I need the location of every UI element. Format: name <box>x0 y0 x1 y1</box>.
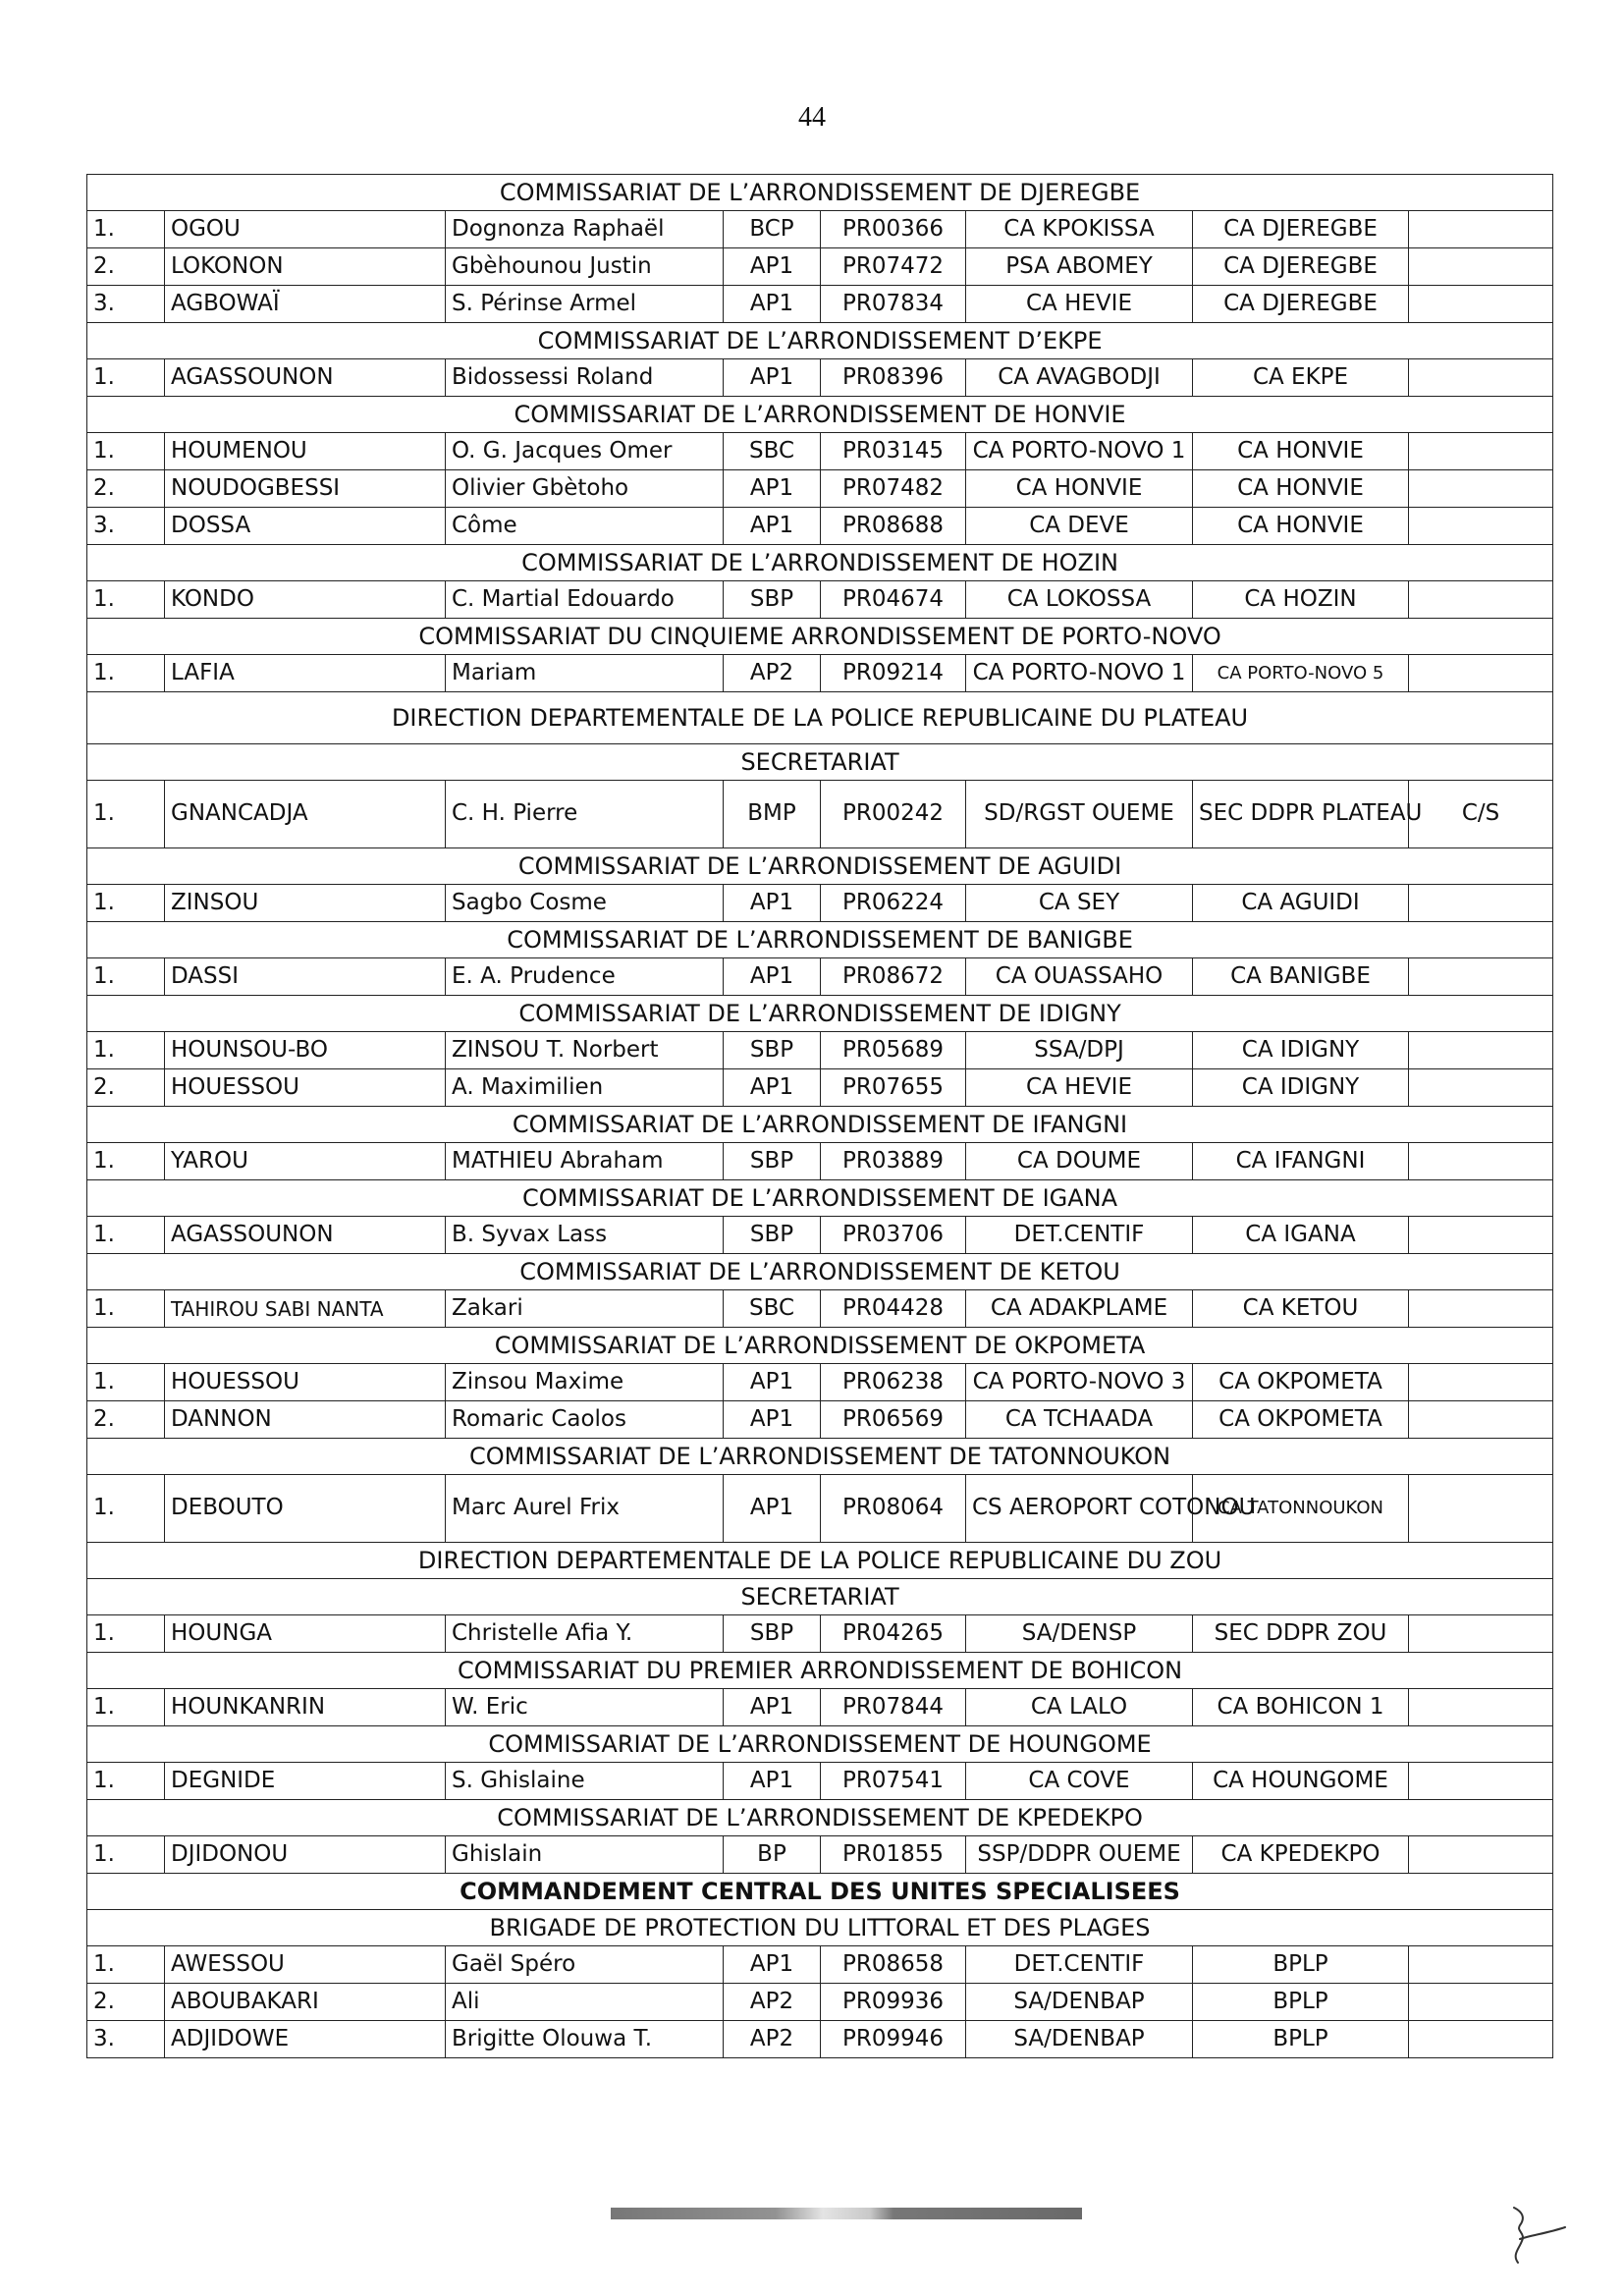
entry-number-cell: 1. <box>87 781 165 848</box>
previous-post-cell: CA COVE <box>966 1763 1193 1800</box>
first-names-cell: C. H. Pierre <box>446 781 724 848</box>
last-name-cell: DJIDONOU <box>165 1836 446 1874</box>
first-names-cell: Sagbo Cosme <box>446 885 724 922</box>
new-assignment-cell: CA BOHICON 1 <box>1193 1689 1409 1726</box>
last-name-cell: HOUESSOU <box>165 1069 446 1107</box>
registration-number-cell: PR01855 <box>821 1836 966 1874</box>
observation-cell <box>1409 2021 1553 2058</box>
table-row <box>87 508 1553 545</box>
section-header-row <box>87 619 1553 655</box>
section-header-row <box>87 996 1553 1032</box>
section-header-row <box>87 744 1553 781</box>
last-name-cell: AGASSOUNON <box>165 359 446 397</box>
registration-number-cell: PR05689 <box>821 1032 966 1069</box>
last-name-cell: DASSI <box>165 958 446 996</box>
observation-cell <box>1409 1290 1553 1328</box>
new-assignment-cell: CA DJEREGBE <box>1193 248 1409 286</box>
new-assignment-cell: CA IFANGNI <box>1193 1143 1409 1180</box>
section-header-row <box>87 1543 1553 1579</box>
grade-cell: AP1 <box>724 359 821 397</box>
section-header-row <box>87 1254 1553 1290</box>
previous-post-cell: SSP/DDPR OUEME <box>966 1836 1193 1874</box>
first-names-cell: A. Maximilien <box>446 1069 724 1107</box>
first-names-cell: E. A. Prudence <box>446 958 724 996</box>
section-header-row <box>87 1107 1553 1143</box>
registration-number-cell: PR08688 <box>821 508 966 545</box>
last-name-cell: DANNON <box>165 1401 446 1439</box>
table-row <box>87 885 1553 922</box>
observation-cell <box>1409 1475 1553 1543</box>
entry-number-cell: 1. <box>87 581 165 619</box>
grade-cell: SBP <box>724 1615 821 1653</box>
section-title: COMMISSARIAT DE L’ARRONDISSEMENT D’EKPE <box>87 323 1553 359</box>
new-assignment-cell: CA IDIGNY <box>1193 1069 1409 1107</box>
first-names-cell: Zakari <box>446 1290 724 1328</box>
first-names-cell: Brigitte Olouwa T. <box>446 2021 724 2058</box>
new-assignment-cell: CA KETOU <box>1193 1290 1409 1328</box>
previous-post-cell: CA HEVIE <box>966 286 1193 323</box>
first-names-cell: Marc Aurel Frix <box>446 1475 724 1543</box>
handwritten-initial <box>1492 2200 1571 2278</box>
first-names-cell: W. Eric <box>446 1689 724 1726</box>
new-assignment-cell: CA OKPOMETA <box>1193 1401 1409 1439</box>
section-header-row <box>87 848 1553 885</box>
entry-number-cell: 1. <box>87 1763 165 1800</box>
first-names-cell: ZINSOU T. Norbert <box>446 1032 724 1069</box>
observation-cell: C/S <box>1409 781 1553 848</box>
observation-cell <box>1409 1032 1553 1069</box>
registration-number-cell: PR08672 <box>821 958 966 996</box>
registration-number-cell: PR06224 <box>821 885 966 922</box>
first-names-cell: O. G. Jacques Omer <box>446 433 724 470</box>
section-title: COMMISSARIAT DE L’ARRONDISSEMENT DE AGUIDI <box>87 848 1553 885</box>
last-name-cell: DEBOUTO <box>165 1475 446 1543</box>
entry-number-cell: 3. <box>87 508 165 545</box>
previous-post-cell: SA/DENBAP <box>966 1984 1193 2021</box>
observation-cell <box>1409 655 1553 692</box>
last-name-cell: HOUNKANRIN <box>165 1689 446 1726</box>
entry-number-cell: 1. <box>87 1143 165 1180</box>
entry-number-cell: 1. <box>87 1475 165 1543</box>
entry-number-cell: 1. <box>87 958 165 996</box>
observation-cell <box>1409 211 1553 248</box>
new-assignment-cell: CA HOZIN <box>1193 581 1409 619</box>
entry-number-cell: 1. <box>87 1946 165 1984</box>
observation-cell <box>1409 1946 1553 1984</box>
table-row <box>87 211 1553 248</box>
registration-number-cell: PR06569 <box>821 1401 966 1439</box>
table-row <box>87 1069 1553 1107</box>
table-row <box>87 433 1553 470</box>
registration-number-cell: PR07472 <box>821 248 966 286</box>
new-assignment-cell: CA AGUIDI <box>1193 885 1409 922</box>
first-names-cell: Gaël Spéro <box>446 1946 724 1984</box>
registration-number-cell: PR04265 <box>821 1615 966 1653</box>
entry-number-cell: 2. <box>87 470 165 508</box>
last-name-cell: ABOUBAKARI <box>165 1984 446 2021</box>
registration-number-cell: PR04428 <box>821 1290 966 1328</box>
previous-post-cell: CA PORTO-NOVO 3 <box>966 1364 1193 1401</box>
section-title: COMMISSARIAT DE L’ARRONDISSEMENT DE DJEREGBE <box>87 175 1553 211</box>
table-row <box>87 781 1553 848</box>
table-row <box>87 655 1553 692</box>
section-title: COMMISSARIAT DE L’ARRONDISSEMENT DE OKPOMETA <box>87 1328 1553 1364</box>
registration-number-cell: PR07541 <box>821 1763 966 1800</box>
entry-number-cell: 2. <box>87 248 165 286</box>
previous-post-cell: SA/DENBAP <box>966 2021 1193 2058</box>
new-assignment-cell: BPLP <box>1193 2021 1409 2058</box>
observation-cell <box>1409 1364 1553 1401</box>
grade-cell: SBC <box>724 1290 821 1328</box>
section-title: SECRETARIAT <box>87 744 1553 781</box>
section-title: COMMISSARIAT DE L’ARRONDISSEMENT DE IDIGNY <box>87 996 1553 1032</box>
previous-post-cell: CA KPOKISSA <box>966 211 1193 248</box>
entry-number-cell: 1. <box>87 1032 165 1069</box>
section-title: BRIGADE DE PROTECTION DU LITTORAL ET DES PLAGES <box>87 1910 1553 1946</box>
last-name-cell: DOSSA <box>165 508 446 545</box>
previous-post-cell: CA SEY <box>966 885 1193 922</box>
first-names-cell: Mariam <box>446 655 724 692</box>
first-names-cell: Bidossessi Roland <box>446 359 724 397</box>
table-row <box>87 1946 1553 1984</box>
new-assignment-cell: CA KPEDEKPO <box>1193 1836 1409 1874</box>
last-name-cell: TAHIROU SABI NANTA <box>165 1290 446 1328</box>
first-names-cell: S. Périnse Armel <box>446 286 724 323</box>
first-names-cell: Romaric Caolos <box>446 1401 724 1439</box>
observation-cell <box>1409 1217 1553 1254</box>
entry-number-cell: 1. <box>87 433 165 470</box>
new-assignment-cell: CA HONVIE <box>1193 508 1409 545</box>
grade-cell: AP1 <box>724 286 821 323</box>
new-assignment-cell: CA EKPE <box>1193 359 1409 397</box>
registration-number-cell: PR09214 <box>821 655 966 692</box>
grade-cell: SBP <box>724 1217 821 1254</box>
last-name-cell: HOUMENOU <box>165 433 446 470</box>
section-title: COMMISSARIAT DE L’ARRONDISSEMENT DE KETOU <box>87 1254 1553 1290</box>
table-row <box>87 1364 1553 1401</box>
last-name-cell: GNANCADJA <box>165 781 446 848</box>
entry-number-cell: 2. <box>87 1984 165 2021</box>
last-name-cell: NOUDOGBESSI <box>165 470 446 508</box>
entry-number-cell: 1. <box>87 885 165 922</box>
table-row <box>87 359 1553 397</box>
table-row <box>87 1143 1553 1180</box>
entry-number-cell: 1. <box>87 359 165 397</box>
previous-post-cell: CA PORTO-NOVO 1 <box>966 433 1193 470</box>
section-title: COMMISSARIAT DE L’ARRONDISSEMENT DE HOZIN <box>87 545 1553 581</box>
last-name-cell: KONDO <box>165 581 446 619</box>
entry-number-cell: 1. <box>87 1615 165 1653</box>
section-header-row <box>87 323 1553 359</box>
section-title: COMMISSARIAT DU CINQUIEME ARRONDISSEMENT DE PORTO-NOVO <box>87 619 1553 655</box>
table-row <box>87 1984 1553 2021</box>
grade-cell: AP1 <box>724 248 821 286</box>
grade-cell: SBC <box>724 433 821 470</box>
grade-cell: AP1 <box>724 1946 821 1984</box>
first-names-cell: Dognonza Raphaël <box>446 211 724 248</box>
first-names-cell: Ghislain <box>446 1836 724 1874</box>
first-names-cell: B. Syvax Lass <box>446 1217 724 1254</box>
section-header-row <box>87 1800 1553 1836</box>
entry-number-cell: 1. <box>87 1689 165 1726</box>
registration-number-cell: PR07655 <box>821 1069 966 1107</box>
registration-number-cell: PR03145 <box>821 433 966 470</box>
observation-cell <box>1409 958 1553 996</box>
grade-cell: AP1 <box>724 1763 821 1800</box>
section-header-row <box>87 545 1553 581</box>
table-row <box>87 581 1553 619</box>
grade-cell: AP1 <box>724 885 821 922</box>
observation-cell <box>1409 359 1553 397</box>
registration-number-cell: PR09946 <box>821 2021 966 2058</box>
registration-number-cell: PR06238 <box>821 1364 966 1401</box>
section-title: COMMISSARIAT DE L’ARRONDISSEMENT DE IFANGNI <box>87 1107 1553 1143</box>
entry-number-cell: 1. <box>87 1290 165 1328</box>
previous-post-cell: CA PORTO-NOVO 1 <box>966 655 1193 692</box>
observation-cell <box>1409 286 1553 323</box>
table-row <box>87 1615 1553 1653</box>
section-header-row <box>87 1653 1553 1689</box>
registration-number-cell: PR03706 <box>821 1217 966 1254</box>
section-title: DIRECTION DEPARTEMENTALE DE LA POLICE REPUBLICAINE DU PLATEAU <box>87 692 1553 744</box>
new-assignment-cell: BPLP <box>1193 1984 1409 2021</box>
grade-cell: AP2 <box>724 1984 821 2021</box>
previous-post-cell: CA DOUME <box>966 1143 1193 1180</box>
entry-number-cell: 1. <box>87 1836 165 1874</box>
section-header-row <box>87 1439 1553 1475</box>
new-assignment-cell: CA DJEREGBE <box>1193 286 1409 323</box>
previous-post-cell: SA/DENSP <box>966 1615 1193 1653</box>
grade-cell: AP2 <box>724 2021 821 2058</box>
grade-cell: BMP <box>724 781 821 848</box>
new-assignment-cell: CA DJEREGBE <box>1193 211 1409 248</box>
grade-cell: BCP <box>724 211 821 248</box>
observation-cell <box>1409 1689 1553 1726</box>
grade-cell: SBP <box>724 1143 821 1180</box>
last-name-cell: HOUNGA <box>165 1615 446 1653</box>
grade-cell: SBP <box>724 1032 821 1069</box>
table-row <box>87 470 1553 508</box>
previous-post-cell: CA TCHAADA <box>966 1401 1193 1439</box>
entry-number-cell: 3. <box>87 2021 165 2058</box>
first-names-cell: Zinsou Maxime <box>446 1364 724 1401</box>
previous-post-cell: CS AEROPORT COTONOU <box>966 1475 1193 1543</box>
observation-cell <box>1409 433 1553 470</box>
table-row <box>87 248 1553 286</box>
table-row <box>87 1836 1553 1874</box>
observation-cell <box>1409 1836 1553 1874</box>
grade-cell: AP1 <box>724 958 821 996</box>
last-name-cell: YAROU <box>165 1143 446 1180</box>
section-header-row <box>87 1874 1553 1910</box>
entry-number-cell: 2. <box>87 1401 165 1439</box>
registration-number-cell: PR00366 <box>821 211 966 248</box>
section-title: COMMISSARIAT DE L’ARRONDISSEMENT DE TATONNOUKON <box>87 1439 1553 1475</box>
page-number: 44 <box>798 102 826 133</box>
section-title: COMMISSARIAT DE L’ARRONDISSEMENT DE IGANA <box>87 1180 1553 1217</box>
new-assignment-cell: CA OKPOMETA <box>1193 1364 1409 1401</box>
section-title: COMMISSARIAT DE L’ARRONDISSEMENT DE HOUNGOME <box>87 1726 1553 1763</box>
new-assignment-cell: SEC DDPR ZOU <box>1193 1615 1409 1653</box>
registration-number-cell: PR07482 <box>821 470 966 508</box>
new-assignment-cell: CA PORTO-NOVO 5 <box>1193 655 1409 692</box>
registration-number-cell: PR08064 <box>821 1475 966 1543</box>
footer-bar <box>611 2208 1082 2219</box>
observation-cell <box>1409 470 1553 508</box>
section-title: SECRETARIAT <box>87 1579 1553 1615</box>
table-row <box>87 1763 1553 1800</box>
grade-cell: AP1 <box>724 1401 821 1439</box>
section-title: DIRECTION DEPARTEMENTALE DE LA POLICE REPUBLICAINE DU ZOU <box>87 1543 1553 1579</box>
registration-number-cell: PR07834 <box>821 286 966 323</box>
grade-cell: SBP <box>724 581 821 619</box>
previous-post-cell: DET.CENTIF <box>966 1217 1193 1254</box>
last-name-cell: AWESSOU <box>165 1946 446 1984</box>
observation-cell <box>1409 1615 1553 1653</box>
previous-post-cell: DET.CENTIF <box>966 1946 1193 1984</box>
new-assignment-cell: CA HONVIE <box>1193 470 1409 508</box>
last-name-cell: AGBOWAÏ <box>165 286 446 323</box>
section-header-row <box>87 1726 1553 1763</box>
first-names-cell: MATHIEU Abraham <box>446 1143 724 1180</box>
grade-cell: AP1 <box>724 508 821 545</box>
section-header-row <box>87 1180 1553 1217</box>
last-name-cell: AGASSOUNON <box>165 1217 446 1254</box>
new-assignment-cell: CA TATONNOUKON <box>1193 1475 1409 1543</box>
table-row <box>87 1032 1553 1069</box>
previous-post-cell: PSA ABOMEY <box>966 248 1193 286</box>
first-names-cell: C. Martial Edouardo <box>446 581 724 619</box>
observation-cell <box>1409 1143 1553 1180</box>
section-title: COMMISSARIAT DE L’ARRONDISSEMENT DE KPEDEKPO <box>87 1800 1553 1836</box>
section-header-row <box>87 1579 1553 1615</box>
last-name-cell: OGOU <box>165 211 446 248</box>
table-row <box>87 286 1553 323</box>
previous-post-cell: CA LOKOSSA <box>966 581 1193 619</box>
table-row <box>87 1689 1553 1726</box>
table-row <box>87 1475 1553 1543</box>
last-name-cell: ADJIDOWE <box>165 2021 446 2058</box>
new-assignment-cell: CA HONVIE <box>1193 433 1409 470</box>
first-names-cell: Côme <box>446 508 724 545</box>
section-title: COMMISSARIAT DU PREMIER ARRONDISSEMENT DE BOHICON <box>87 1653 1553 1689</box>
last-name-cell: LOKONON <box>165 248 446 286</box>
table-row <box>87 2021 1553 2058</box>
first-names-cell: Olivier Gbètoho <box>446 470 724 508</box>
new-assignment-cell: CA BANIGBE <box>1193 958 1409 996</box>
section-header-row <box>87 1910 1553 1946</box>
first-names-cell: S. Ghislaine <box>446 1763 724 1800</box>
section-header-row <box>87 1328 1553 1364</box>
table-row <box>87 1217 1553 1254</box>
table-row <box>87 1290 1553 1328</box>
section-header-row <box>87 922 1553 958</box>
section-title: COMMISSARIAT DE L’ARRONDISSEMENT DE HONVIE <box>87 397 1553 433</box>
grade-cell: AP1 <box>724 470 821 508</box>
table-row <box>87 958 1553 996</box>
first-names-cell: Christelle Afia Y. <box>446 1615 724 1653</box>
first-names-cell: Ali <box>446 1984 724 2021</box>
new-assignment-cell: SEC DDPR PLATEAU <box>1193 781 1409 848</box>
entry-number-cell: 2. <box>87 1069 165 1107</box>
previous-post-cell: SD/RGST OUEME <box>966 781 1193 848</box>
first-names-cell: Gbèhounou Justin <box>446 248 724 286</box>
new-assignment-cell: CA IGANA <box>1193 1217 1409 1254</box>
last-name-cell: HOUNSOU-BO <box>165 1032 446 1069</box>
registration-number-cell: PR08658 <box>821 1946 966 1984</box>
entry-number-cell: 3. <box>87 286 165 323</box>
grade-cell: AP2 <box>724 655 821 692</box>
previous-post-cell: CA OUASSAHO <box>966 958 1193 996</box>
previous-post-cell: CA HEVIE <box>966 1069 1193 1107</box>
last-name-cell: DEGNIDE <box>165 1763 446 1800</box>
table-row <box>87 1401 1553 1439</box>
observation-cell <box>1409 1763 1553 1800</box>
new-assignment-cell: BPLP <box>1193 1946 1409 1984</box>
registration-number-cell: PR09936 <box>821 1984 966 2021</box>
registration-number-cell: PR00242 <box>821 781 966 848</box>
last-name-cell: ZINSOU <box>165 885 446 922</box>
previous-post-cell: CA LALO <box>966 1689 1193 1726</box>
section-title: COMMISSARIAT DE L’ARRONDISSEMENT DE BANIGBE <box>87 922 1553 958</box>
section-header-row <box>87 397 1553 433</box>
new-assignment-cell: CA HOUNGOME <box>1193 1763 1409 1800</box>
observation-cell <box>1409 508 1553 545</box>
personnel-assignment-table <box>86 174 1553 2058</box>
previous-post-cell: CA ADAKPLAME <box>966 1290 1193 1328</box>
observation-cell <box>1409 581 1553 619</box>
previous-post-cell: CA DEVE <box>966 508 1193 545</box>
grade-cell: AP1 <box>724 1475 821 1543</box>
registration-number-cell: PR04674 <box>821 581 966 619</box>
grade-cell: AP1 <box>724 1364 821 1401</box>
new-assignment-cell: CA IDIGNY <box>1193 1032 1409 1069</box>
observation-cell <box>1409 1984 1553 2021</box>
last-name-cell: LAFIA <box>165 655 446 692</box>
entry-number-cell: 1. <box>87 1364 165 1401</box>
entry-number-cell: 1. <box>87 655 165 692</box>
observation-cell <box>1409 1401 1553 1439</box>
registration-number-cell: PR08396 <box>821 359 966 397</box>
registration-number-cell: PR07844 <box>821 1689 966 1726</box>
entry-number-cell: 1. <box>87 1217 165 1254</box>
observation-cell <box>1409 1069 1553 1107</box>
previous-post-cell: SSA/DPJ <box>966 1032 1193 1069</box>
grade-cell: BP <box>724 1836 821 1874</box>
grade-cell: AP1 <box>724 1689 821 1726</box>
previous-post-cell: CA AVAGBODJI <box>966 359 1193 397</box>
previous-post-cell: CA HONVIE <box>966 470 1193 508</box>
entry-number-cell: 1. <box>87 211 165 248</box>
section-title: COMMANDEMENT CENTRAL DES UNITES SPECIALISEES <box>87 1874 1553 1910</box>
section-header-row <box>87 175 1553 211</box>
observation-cell <box>1409 885 1553 922</box>
grade-cell: AP1 <box>724 1069 821 1107</box>
section-header-row <box>87 692 1553 744</box>
last-name-cell: HOUESSOU <box>165 1364 446 1401</box>
observation-cell <box>1409 248 1553 286</box>
registration-number-cell: PR03889 <box>821 1143 966 1180</box>
